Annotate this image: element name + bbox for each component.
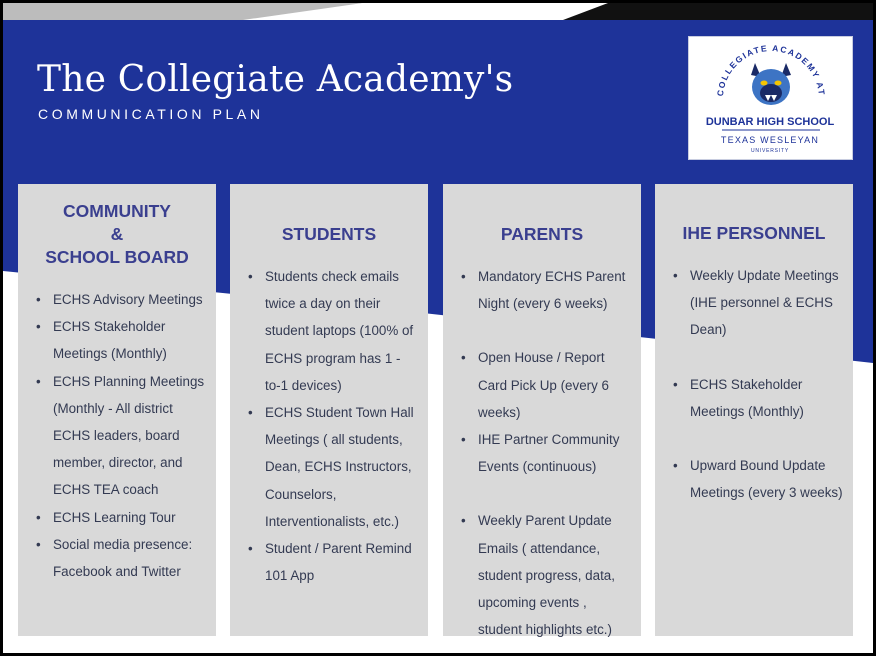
list-item: • Students check emails twice a day on their student laptops (100% of ECHS program has 1 - to-1 devices) bbox=[230, 263, 418, 399]
column-heading bbox=[443, 223, 631, 246]
heading-line: PARENTS bbox=[500, 224, 584, 244]
slide bbox=[3, 3, 873, 653]
column-heading bbox=[18, 200, 206, 269]
column-parents bbox=[443, 184, 641, 636]
logo-partner-name: TEXAS WESLEYAN bbox=[720, 135, 820, 145]
heading-line: IHE PERSONNEL bbox=[682, 223, 826, 243]
list-item: • Weekly Parent Update Emails ( attendance, student progress, data, upcoming events , student highlights etc.) bbox=[443, 507, 631, 643]
list-item: • Student / Parent Remind 101 App bbox=[230, 535, 418, 589]
list-item: • Upward Bound Update Meetings (every 3 weeks) bbox=[655, 452, 843, 506]
list-item: • ECHS Advisory Meetings bbox=[18, 286, 206, 313]
heading-line: STUDENTS bbox=[281, 224, 377, 244]
heading-line: SCHOOL BOARD bbox=[45, 247, 189, 267]
logo-school-name: DUNBAR HIGH SCHOOL bbox=[705, 116, 835, 128]
column-list bbox=[443, 263, 631, 643]
column-community bbox=[18, 184, 216, 636]
list-item: • IHE Partner Community Events (continuous) bbox=[443, 426, 631, 480]
list-item: • Social media presence: Facebook and Twitter bbox=[18, 531, 206, 585]
page-title: The Collegiate Academy's bbox=[37, 59, 514, 100]
column-heading bbox=[230, 223, 418, 246]
column-list bbox=[230, 263, 418, 589]
list-item: • Weekly Update Meetings (IHE personnel & ECHS Dean) bbox=[655, 262, 843, 344]
list-item: • ECHS Student Town Hall Meetings ( all students, Dean, ECHS Instructors, Counselors, Interventionalists, etc.) bbox=[230, 399, 418, 535]
heading-line: & bbox=[110, 224, 124, 244]
heading-line: COMMUNITY bbox=[63, 201, 171, 221]
list-item: • ECHS Stakeholder Meetings (Monthly) bbox=[18, 313, 206, 367]
column-list bbox=[655, 262, 843, 506]
list-item: • Mandatory ECHS Parent Night (every 6 weeks) bbox=[443, 263, 631, 317]
list-item: • ECHS Planning Meetings (Monthly - All district ECHS leaders, board member, director, and ECHS TEA coach bbox=[18, 368, 206, 504]
column-ihe-personnel bbox=[655, 184, 853, 636]
columns bbox=[3, 3, 873, 653]
logo-arc-text: COLLEGIATE ACADEMY AT bbox=[714, 42, 827, 97]
column-heading bbox=[655, 222, 843, 245]
list-item: • Open House / Report Card Pick Up (every 6 weeks) bbox=[443, 344, 631, 426]
column-students bbox=[230, 184, 428, 636]
logo-partner-sub: UNIVERSITY bbox=[750, 148, 790, 154]
list-item: • ECHS Stakeholder Meetings (Monthly) bbox=[655, 371, 843, 425]
list-item: • ECHS Learning Tour bbox=[18, 504, 206, 531]
column-list bbox=[18, 286, 206, 585]
page-subtitle: COMMUNICATION PLAN bbox=[38, 106, 264, 122]
